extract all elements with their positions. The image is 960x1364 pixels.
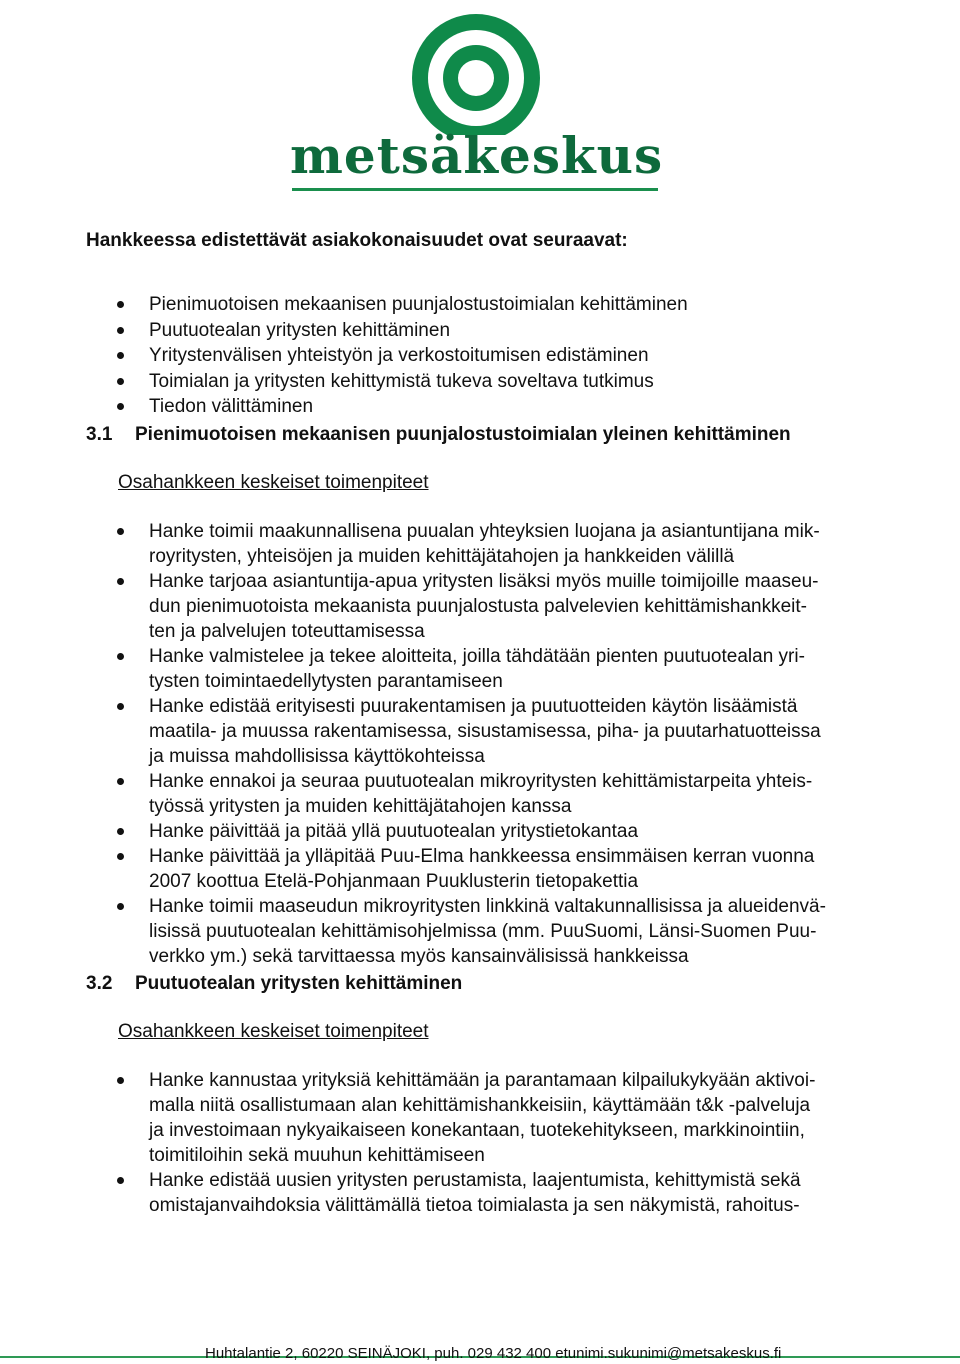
list-item-line: Hanke valmistelee ja tekee aloitteita, joilla tähdätään pienten puutuotealan yri- <box>149 645 805 667</box>
list-item <box>86 569 916 644</box>
list-item-line: Hanke päivittää ja ylläpitää Puu-Elma hankkeessa ensimmäisen kerran vuonna <box>149 845 815 867</box>
list-item-line: omistajanvaihdoksia välittämällä tietoa toimialasta ja sen näkymistä, rahoitus- <box>149 1194 800 1216</box>
list-item-line: dun pienimuotoista mekaanista puunjalostusta palvelevien kehittämishankkeit- <box>149 595 807 617</box>
list-item-line: Hanke päivittää ja pitää yllä puutuotealan yritystietokantaa <box>149 820 639 842</box>
list-item-line: Hanke kannustaa yrityksiä kehittämään ja parantamaan kilpailukykyään aktivoi- <box>149 1069 816 1091</box>
list-item: Pienimuotoisen mekaanisen puunjalostustoimialan kehittäminen <box>86 292 916 318</box>
list-item-line: Hanke toimii maaseudun mikroyritysten linkkinä valtakunnallisissa ja alueidenvä- <box>149 895 826 917</box>
list-item-line: toimitiloihin sekä muuhun kehittämiseen <box>149 1144 485 1166</box>
list-item-line: Hanke toimii maakunnallisena puualan yhteyksien luojana ja asiantuntijana mik- <box>149 520 820 542</box>
section1-action-list <box>86 519 916 969</box>
section-subheading: Osahankkeen keskeiset toimenpiteet <box>118 1020 429 1042</box>
list-item-line: verkko ym.) sekä tarvittaessa myös kansainvälisissä hankkeissa <box>149 945 689 967</box>
list-item <box>86 819 916 844</box>
list-item-line: tysten toimintaedellytysten parantamiseen <box>149 670 503 692</box>
list-item <box>86 519 916 569</box>
list-item <box>86 769 916 819</box>
document-body <box>86 226 916 1218</box>
list-item <box>86 1168 916 1218</box>
list-item-line: lisissä puutuotealan kehittämisohjelmissa (mm. PuuSuomi, Länsi-Suomen Puu- <box>149 920 817 942</box>
section-number: 3.1 <box>86 423 113 445</box>
list-item <box>86 644 916 694</box>
section-subheading: Osahankkeen keskeiset toimenpiteet <box>118 471 429 493</box>
list-item <box>86 844 916 894</box>
list-item: Toimialan ja yritysten kehittymistä tukeva soveltava tutkimus <box>86 369 916 395</box>
list-item <box>86 894 916 969</box>
list-item-line: royritysten, yhteisöjen ja muiden kehittäjätahojen ja hankkeiden välillä <box>149 545 735 567</box>
metsakeskus-logo <box>290 10 662 190</box>
logo-wordmark: metsäkeskus <box>290 126 664 185</box>
list-item-line: 2007 koottua Etelä-Pohjanmaan Puuklusterin tietopakettia <box>149 870 639 892</box>
section-title: Puutuotealan yritysten kehittäminen <box>135 972 463 994</box>
target-rings-icon <box>290 10 662 135</box>
list-item: Puutuotealan yritysten kehittäminen <box>86 318 916 344</box>
list-item-line: maatila- ja muussa rakentamisessa, sisustamisessa, piha- ja puutarhatuotteissa <box>149 720 821 742</box>
list-item-line: Hanke edistää erityisesti puurakentamisen ja puutuotteiden käytön lisäämistä <box>149 695 798 717</box>
section-number: 3.2 <box>86 972 113 994</box>
list-item-line: malla niitä osallistumaan alan kehittämishankkeisiin, käyttämään t&k -palveluja <box>149 1094 811 1116</box>
list-item: Tiedon välittäminen <box>86 394 916 420</box>
list-item-line: ten ja palvelujen toteuttamisessa <box>149 620 425 642</box>
list-item-line: Hanke ennakoi ja seuraa puutuotealan mikroyritysten kehittämistarpeita yhteis- <box>149 770 813 792</box>
section2-action-list <box>86 1068 916 1218</box>
list-item-line: työssä yritysten ja muiden kehittäjätahojen kanssa <box>149 795 572 817</box>
section-heading-3-1 <box>86 420 916 450</box>
intro-list <box>86 292 916 420</box>
list-item-line: Hanke tarjoaa asiantuntija-apua yritysten lisäksi myös muille toimijoille maaseu- <box>149 570 819 592</box>
section-title: Pienimuotoisen mekaanisen puunjalostustoimialan yleinen kehittäminen <box>135 423 791 445</box>
list-item-line: ja muissa mahdollisissa käyttökohteissa <box>149 745 485 767</box>
intro-heading: Hankkeessa edistettävät asiakokonaisuudet ovat seuraavat: <box>86 230 628 251</box>
list-item-line: ja investoimaan nykyaikaiseen konekantaan, tuotekehitykseen, markkinointiin, <box>149 1119 805 1141</box>
list-item-line: Hanke edistää uusien yritysten perustamista, laajentumista, kehittymistä sekä <box>149 1169 801 1191</box>
list-item: Yritystenvälisen yhteistyön ja verkostoitumisen edistäminen <box>86 343 916 369</box>
section-heading-3-2 <box>86 969 916 999</box>
logo-underline <box>292 188 658 191</box>
list-item <box>86 694 916 769</box>
list-item <box>86 1068 916 1168</box>
footer-contact: Huhtalantie 2, 60220 SEINÄJOKI, puh. 029 432 400 etunimi.sukunimi@metsakeskus.fi <box>205 1345 782 1362</box>
